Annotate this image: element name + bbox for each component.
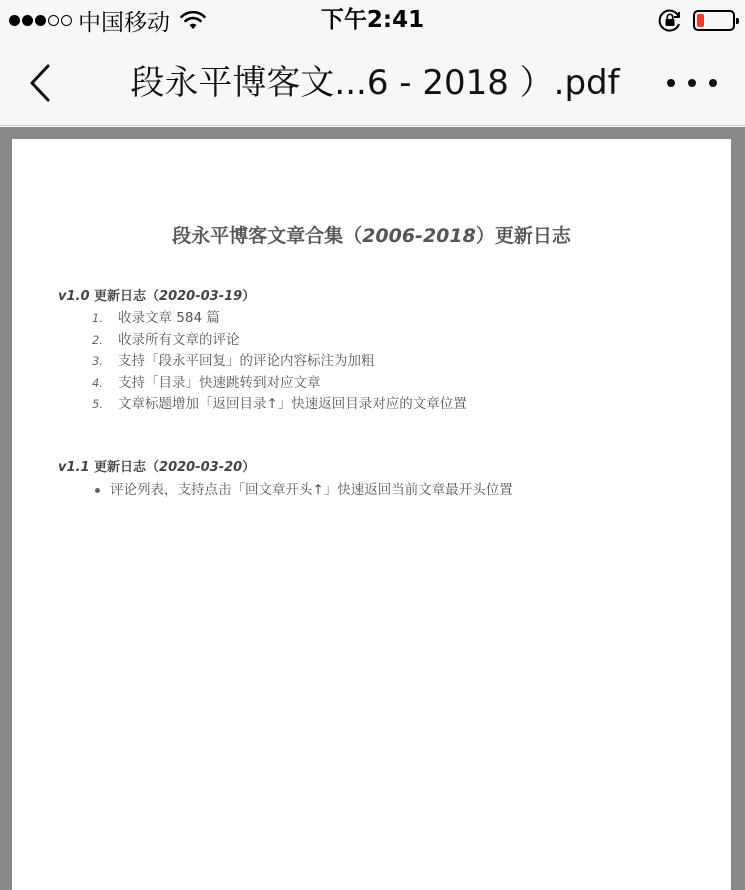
document-title: 段永平博客文...6 - 2018 ）.pdf xyxy=(130,63,620,103)
back-button[interactable] xyxy=(18,58,68,108)
section-close: ） xyxy=(242,460,256,475)
item-number: 5. xyxy=(92,397,103,411)
page-heading xyxy=(12,221,731,248)
list-item xyxy=(58,330,255,352)
more-dot-icon xyxy=(709,79,717,87)
list-item xyxy=(58,373,321,395)
version-label: v1.1 xyxy=(58,460,90,475)
item-number: 1. xyxy=(92,311,103,325)
battery-icon xyxy=(693,10,735,31)
battery-fill xyxy=(697,14,704,27)
section-label: 更新日志（ xyxy=(89,460,160,475)
item-text: 收录文章 584 篇 xyxy=(118,310,220,326)
section-date: 2020-03-20 xyxy=(159,460,243,475)
section-heading xyxy=(58,286,255,308)
pdf-page xyxy=(12,139,731,890)
item-text: 支持「目录」快速跳转到对应文章 xyxy=(118,374,321,391)
item-text: 评论列表，支持点击「回文章开头↑」快速返回当前文章最开头位置 xyxy=(110,482,513,498)
more-options-button[interactable] xyxy=(667,70,717,96)
section-close: ） xyxy=(242,289,256,304)
status-bar xyxy=(0,0,745,40)
status-time: 下午2:41 xyxy=(320,7,425,33)
item-text: 收录所有文章的评论 xyxy=(118,331,240,348)
carrier-name: 中国移动 xyxy=(78,9,170,36)
list-item xyxy=(58,394,467,416)
heading-suffix: ）更新日志 xyxy=(475,225,571,247)
heading-years: 2006-2018 xyxy=(362,225,476,247)
orientation-lock-icon xyxy=(657,7,683,33)
bullet-icon xyxy=(95,488,100,493)
item-number: 3. xyxy=(92,354,103,368)
changelog-section-v1-0 xyxy=(58,286,467,416)
list-item xyxy=(58,308,255,330)
navigation-bar xyxy=(0,40,745,126)
item-text: 文章标题增加「返回目录↑」快速返回目录对应的文章位置 xyxy=(118,396,467,412)
list-item xyxy=(58,351,375,373)
chevron-left-icon xyxy=(18,58,68,108)
battery-cap xyxy=(736,18,739,24)
changelog-section-v1-1 xyxy=(58,457,513,501)
more-dot-icon xyxy=(688,79,696,87)
pdf-viewer[interactable] xyxy=(0,127,745,890)
heading-prefix: 段永平博客文章合集（ xyxy=(172,225,363,247)
section-label: 更新日志（ xyxy=(89,289,160,304)
section-heading xyxy=(58,457,255,479)
item-number: 2. xyxy=(92,332,103,347)
section-date: 2020-03-19 xyxy=(159,289,243,304)
item-number: 4. xyxy=(92,375,103,390)
list-item xyxy=(58,479,513,501)
status-right xyxy=(657,6,735,34)
more-dot-icon xyxy=(667,79,675,87)
version-label: v1.0 xyxy=(58,289,90,304)
item-text: 支持「段永平回复」的评论内容标注为加粗 xyxy=(118,353,375,369)
